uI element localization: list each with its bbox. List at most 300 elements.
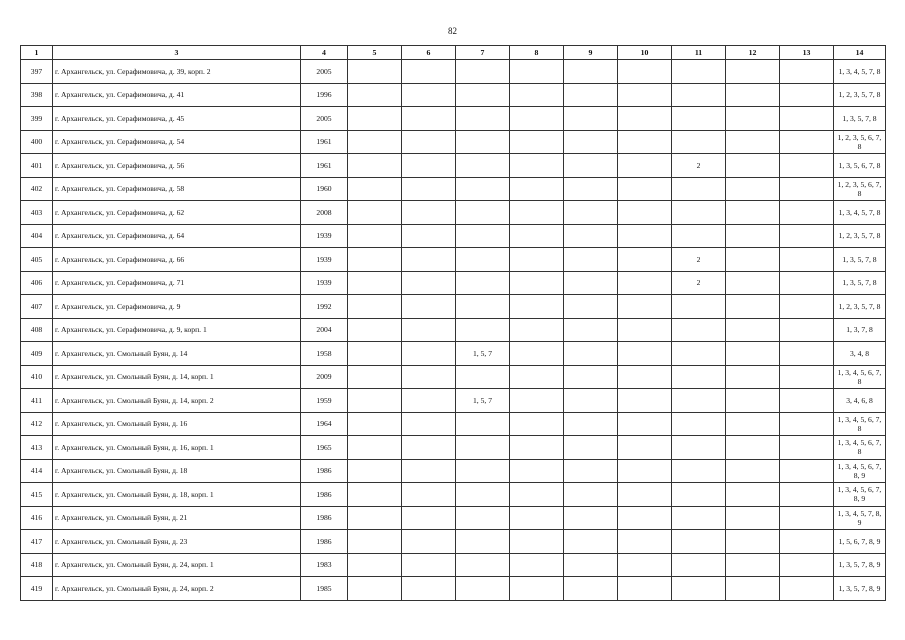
- col12-cell: [726, 553, 780, 577]
- col9-cell: [564, 553, 618, 577]
- row-number-cell: 399: [21, 107, 53, 131]
- address-cell: г. Архангельск, ул. Серафимовича, д. 54: [53, 130, 301, 154]
- table-row: [21, 389, 886, 413]
- col6-cell: [402, 130, 456, 154]
- col11-cell: [672, 318, 726, 342]
- col10-cell: [618, 506, 672, 530]
- col9-cell: [564, 201, 618, 225]
- col13-cell: [780, 271, 834, 295]
- col7-cell: [456, 60, 510, 84]
- col14-cell: 1, 3, 5, 7, 8, 9: [834, 553, 886, 577]
- year-cell: 1961: [301, 130, 348, 154]
- col10-cell: [618, 530, 672, 554]
- col12-cell: [726, 60, 780, 84]
- col14-cell: 1, 5, 6, 7, 8, 9: [834, 530, 886, 554]
- table-row: [21, 60, 886, 84]
- col10-cell: [618, 553, 672, 577]
- col7-cell: [456, 365, 510, 389]
- col5-cell: [348, 506, 402, 530]
- col8-cell: [510, 271, 564, 295]
- table-row: [21, 483, 886, 507]
- col8-cell: [510, 577, 564, 601]
- col12-cell: [726, 271, 780, 295]
- address-cell: г. Архангельск, ул. Смольный Буян, д. 14, корп. 2: [53, 389, 301, 413]
- col5-cell: [348, 577, 402, 601]
- col10-cell: [618, 436, 672, 460]
- col10-cell: [618, 154, 672, 178]
- col13-cell: [780, 506, 834, 530]
- col12-cell: [726, 201, 780, 225]
- row-number-cell: 397: [21, 60, 53, 84]
- table-row: [21, 107, 886, 131]
- col7-cell: 1, 5, 7: [456, 389, 510, 413]
- col14-cell: 1, 3, 5, 7, 8, 9: [834, 577, 886, 601]
- col10-cell: [618, 248, 672, 272]
- col13-cell: [780, 154, 834, 178]
- col7-cell: [456, 201, 510, 225]
- col9-cell: [564, 248, 618, 272]
- col5-cell: [348, 436, 402, 460]
- col7-cell: [456, 412, 510, 436]
- row-number-cell: 412: [21, 412, 53, 436]
- col7-cell: [456, 224, 510, 248]
- col9-cell: [564, 295, 618, 319]
- row-number-cell: 417: [21, 530, 53, 554]
- col14-cell: 1, 3, 4, 5, 6, 7, 8, 9: [834, 459, 886, 483]
- page-number: 82: [448, 26, 457, 36]
- table-row: [21, 224, 886, 248]
- year-cell: 1958: [301, 342, 348, 366]
- address-cell: г. Архангельск, ул. Серафимовича, д. 9, корп. 1: [53, 318, 301, 342]
- year-cell: 2008: [301, 201, 348, 225]
- col7-cell: 1, 5, 7: [456, 342, 510, 366]
- address-cell: г. Архангельск, ул. Серафимовича, д. 56: [53, 154, 301, 178]
- col13-cell: [780, 436, 834, 460]
- col8-cell: [510, 389, 564, 413]
- col11-cell: [672, 459, 726, 483]
- col14-cell: 1, 2, 3, 5, 7, 8: [834, 224, 886, 248]
- col6-cell: [402, 83, 456, 107]
- row-number-cell: 419: [21, 577, 53, 601]
- col12-cell: [726, 154, 780, 178]
- table-row: [21, 83, 886, 107]
- col9-cell: [564, 506, 618, 530]
- col14-cell: 1, 2, 3, 5, 7, 8: [834, 295, 886, 319]
- col5-cell: [348, 483, 402, 507]
- col13-cell: [780, 60, 834, 84]
- col7-cell: [456, 83, 510, 107]
- address-cell: г. Архангельск, ул. Смольный Буян, д. 18: [53, 459, 301, 483]
- col14-cell: 1, 3, 5, 7, 8: [834, 271, 886, 295]
- year-cell: 2005: [301, 60, 348, 84]
- col7-cell: [456, 107, 510, 131]
- col12-cell: [726, 107, 780, 131]
- col6-cell: [402, 577, 456, 601]
- table-row: [21, 412, 886, 436]
- table-row: [21, 248, 886, 272]
- row-number-cell: 413: [21, 436, 53, 460]
- col11-cell: [672, 107, 726, 131]
- col7-cell: [456, 154, 510, 178]
- table-row: [21, 271, 886, 295]
- column-header: 7: [456, 46, 510, 60]
- col12-cell: [726, 318, 780, 342]
- row-number-cell: 414: [21, 459, 53, 483]
- col10-cell: [618, 83, 672, 107]
- col7-cell: [456, 530, 510, 554]
- col10-cell: [618, 201, 672, 225]
- col8-cell: [510, 553, 564, 577]
- col9-cell: [564, 412, 618, 436]
- col9-cell: [564, 436, 618, 460]
- col6-cell: [402, 154, 456, 178]
- table-row: [21, 342, 886, 366]
- year-cell: 1960: [301, 177, 348, 201]
- year-cell: 1986: [301, 506, 348, 530]
- col12-cell: [726, 436, 780, 460]
- table-row: [21, 577, 886, 601]
- col5-cell: [348, 201, 402, 225]
- col5-cell: [348, 177, 402, 201]
- col11-cell: [672, 506, 726, 530]
- col14-cell: 1, 3, 4, 5, 6, 7, 8: [834, 412, 886, 436]
- table-row: [21, 553, 886, 577]
- col10-cell: [618, 224, 672, 248]
- col9-cell: [564, 83, 618, 107]
- col9-cell: [564, 389, 618, 413]
- year-cell: 1961: [301, 154, 348, 178]
- year-cell: 1939: [301, 224, 348, 248]
- address-cell: г. Архангельск, ул. Смольный Буян, д. 14, корп. 1: [53, 365, 301, 389]
- col10-cell: [618, 412, 672, 436]
- col12-cell: [726, 224, 780, 248]
- col7-cell: [456, 506, 510, 530]
- col12-cell: [726, 530, 780, 554]
- col13-cell: [780, 201, 834, 225]
- year-cell: 1964: [301, 412, 348, 436]
- col7-cell: [456, 271, 510, 295]
- column-header: 6: [402, 46, 456, 60]
- col14-cell: 1, 2, 3, 5, 7, 8: [834, 83, 886, 107]
- table-row: [21, 295, 886, 319]
- col11-cell: 2: [672, 248, 726, 272]
- col9-cell: [564, 365, 618, 389]
- col10-cell: [618, 295, 672, 319]
- col8-cell: [510, 318, 564, 342]
- col14-cell: 1, 3, 7, 8: [834, 318, 886, 342]
- col13-cell: [780, 248, 834, 272]
- address-cell: г. Архангельск, ул. Смольный Буян, д. 16, корп. 1: [53, 436, 301, 460]
- col10-cell: [618, 107, 672, 131]
- column-header: 3: [53, 46, 301, 60]
- col11-cell: [672, 295, 726, 319]
- col7-cell: [456, 177, 510, 201]
- year-cell: 1986: [301, 530, 348, 554]
- year-cell: 1939: [301, 271, 348, 295]
- col11-cell: [672, 130, 726, 154]
- col7-cell: [456, 553, 510, 577]
- col8-cell: [510, 248, 564, 272]
- row-number-cell: 418: [21, 553, 53, 577]
- col8-cell: [510, 342, 564, 366]
- col11-cell: [672, 177, 726, 201]
- col7-cell: [456, 318, 510, 342]
- row-number-cell: 404: [21, 224, 53, 248]
- col10-cell: [618, 130, 672, 154]
- col7-cell: [456, 130, 510, 154]
- address-cell: г. Архангельск, ул. Смольный Буян, д. 24, корп. 1: [53, 553, 301, 577]
- col12-cell: [726, 577, 780, 601]
- address-cell: г. Архангельск, ул. Серафимовича, д. 41: [53, 83, 301, 107]
- year-cell: 1986: [301, 459, 348, 483]
- col5-cell: [348, 412, 402, 436]
- col11-cell: [672, 553, 726, 577]
- col14-cell: 1, 3, 4, 5, 6, 7, 8: [834, 365, 886, 389]
- registry-table: [20, 45, 886, 601]
- row-number-cell: 401: [21, 154, 53, 178]
- col14-cell: 1, 3, 4, 5, 6, 7, 8: [834, 436, 886, 460]
- column-header: 5: [348, 46, 402, 60]
- address-cell: г. Архангельск, ул. Серафимовича, д. 66: [53, 248, 301, 272]
- col9-cell: [564, 107, 618, 131]
- column-header: 8: [510, 46, 564, 60]
- row-number-cell: 410: [21, 365, 53, 389]
- col13-cell: [780, 553, 834, 577]
- column-header: 9: [564, 46, 618, 60]
- col6-cell: [402, 436, 456, 460]
- col14-cell: 3, 4, 6, 8: [834, 389, 886, 413]
- col12-cell: [726, 459, 780, 483]
- year-cell: 1959: [301, 389, 348, 413]
- row-number-cell: 400: [21, 130, 53, 154]
- col14-cell: 1, 3, 5, 6, 7, 8: [834, 154, 886, 178]
- col14-cell: 1, 3, 4, 5, 6, 7, 8, 9: [834, 483, 886, 507]
- col12-cell: [726, 295, 780, 319]
- col12-cell: [726, 483, 780, 507]
- year-cell: 1939: [301, 248, 348, 272]
- col11-cell: [672, 224, 726, 248]
- column-header: 12: [726, 46, 780, 60]
- col5-cell: [348, 342, 402, 366]
- column-header: 13: [780, 46, 834, 60]
- col13-cell: [780, 483, 834, 507]
- col8-cell: [510, 365, 564, 389]
- col5-cell: [348, 248, 402, 272]
- col11-cell: [672, 83, 726, 107]
- col10-cell: [618, 483, 672, 507]
- col8-cell: [510, 83, 564, 107]
- row-number-cell: 405: [21, 248, 53, 272]
- col11-cell: [672, 483, 726, 507]
- col12-cell: [726, 412, 780, 436]
- col10-cell: [618, 271, 672, 295]
- year-cell: 1965: [301, 436, 348, 460]
- col9-cell: [564, 271, 618, 295]
- col9-cell: [564, 483, 618, 507]
- col9-cell: [564, 577, 618, 601]
- table-row: [21, 530, 886, 554]
- col7-cell: [456, 436, 510, 460]
- col13-cell: [780, 459, 834, 483]
- col13-cell: [780, 412, 834, 436]
- address-cell: г. Архангельск, ул. Серафимовича, д. 45: [53, 107, 301, 131]
- col9-cell: [564, 177, 618, 201]
- col5-cell: [348, 459, 402, 483]
- col11-cell: 2: [672, 154, 726, 178]
- address-cell: г. Архангельск, ул. Серафимовича, д. 71: [53, 271, 301, 295]
- col6-cell: [402, 506, 456, 530]
- col6-cell: [402, 365, 456, 389]
- col12-cell: [726, 365, 780, 389]
- col11-cell: [672, 412, 726, 436]
- table-row: [21, 436, 886, 460]
- col9-cell: [564, 459, 618, 483]
- col11-cell: [672, 342, 726, 366]
- col13-cell: [780, 295, 834, 319]
- address-cell: г. Архангельск, ул. Смольный Буян, д. 23: [53, 530, 301, 554]
- col11-cell: [672, 530, 726, 554]
- address-cell: г. Архангельск, ул. Смольный Буян, д. 18, корп. 1: [53, 483, 301, 507]
- address-cell: г. Архангельск, ул. Серафимовича, д. 62: [53, 201, 301, 225]
- row-number-cell: 398: [21, 83, 53, 107]
- col10-cell: [618, 342, 672, 366]
- col5-cell: [348, 107, 402, 131]
- address-cell: г. Архангельск, ул. Серафимовича, д. 9: [53, 295, 301, 319]
- col14-cell: 1, 3, 5, 7, 8: [834, 248, 886, 272]
- col8-cell: [510, 107, 564, 131]
- col8-cell: [510, 60, 564, 84]
- table-row: [21, 177, 886, 201]
- table-row: [21, 365, 886, 389]
- col9-cell: [564, 224, 618, 248]
- col5-cell: [348, 154, 402, 178]
- col10-cell: [618, 389, 672, 413]
- year-cell: 1986: [301, 483, 348, 507]
- address-cell: г. Архангельск, ул. Серафимовича, д. 58: [53, 177, 301, 201]
- col8-cell: [510, 130, 564, 154]
- col9-cell: [564, 342, 618, 366]
- col5-cell: [348, 83, 402, 107]
- row-number-cell: 411: [21, 389, 53, 413]
- table-row: [21, 201, 886, 225]
- col8-cell: [510, 483, 564, 507]
- col12-cell: [726, 83, 780, 107]
- col14-cell: 1, 3, 4, 5, 7, 8: [834, 60, 886, 84]
- col5-cell: [348, 389, 402, 413]
- col6-cell: [402, 224, 456, 248]
- col12-cell: [726, 177, 780, 201]
- col10-cell: [618, 459, 672, 483]
- year-cell: 1985: [301, 577, 348, 601]
- col11-cell: [672, 436, 726, 460]
- table-row: [21, 459, 886, 483]
- table-row: [21, 318, 886, 342]
- column-header: 4: [301, 46, 348, 60]
- col7-cell: [456, 459, 510, 483]
- col14-cell: 1, 3, 5, 7, 8: [834, 107, 886, 131]
- year-cell: 2009: [301, 365, 348, 389]
- column-header: 1: [21, 46, 53, 60]
- col9-cell: [564, 318, 618, 342]
- address-cell: г. Архангельск, ул. Серафимовича, д. 64: [53, 224, 301, 248]
- col8-cell: [510, 530, 564, 554]
- col12-cell: [726, 389, 780, 413]
- col14-cell: 3, 4, 8: [834, 342, 886, 366]
- col5-cell: [348, 271, 402, 295]
- year-cell: 2004: [301, 318, 348, 342]
- col6-cell: [402, 483, 456, 507]
- row-number-cell: 415: [21, 483, 53, 507]
- col9-cell: [564, 530, 618, 554]
- col8-cell: [510, 224, 564, 248]
- col5-cell: [348, 365, 402, 389]
- address-cell: г. Архангельск, ул. Смольный Буян, д. 24, корп. 2: [53, 577, 301, 601]
- col6-cell: [402, 107, 456, 131]
- col11-cell: [672, 365, 726, 389]
- row-number-cell: 402: [21, 177, 53, 201]
- col7-cell: [456, 577, 510, 601]
- col9-cell: [564, 154, 618, 178]
- table-row: [21, 154, 886, 178]
- table-row: [21, 130, 886, 154]
- address-cell: г. Архангельск, ул. Смольный Буян, д. 21: [53, 506, 301, 530]
- col8-cell: [510, 154, 564, 178]
- row-number-cell: 408: [21, 318, 53, 342]
- col13-cell: [780, 318, 834, 342]
- year-cell: 1992: [301, 295, 348, 319]
- col6-cell: [402, 177, 456, 201]
- col14-cell: 1, 2, 3, 5, 6, 7, 8: [834, 130, 886, 154]
- col8-cell: [510, 506, 564, 530]
- col6-cell: [402, 342, 456, 366]
- col5-cell: [348, 60, 402, 84]
- col7-cell: [456, 248, 510, 272]
- col7-cell: [456, 483, 510, 507]
- col8-cell: [510, 295, 564, 319]
- year-cell: 1983: [301, 553, 348, 577]
- address-cell: г. Архангельск, ул. Серафимовича, д. 39, корп. 2: [53, 60, 301, 84]
- col13-cell: [780, 577, 834, 601]
- col10-cell: [618, 60, 672, 84]
- col12-cell: [726, 342, 780, 366]
- col5-cell: [348, 224, 402, 248]
- col6-cell: [402, 553, 456, 577]
- col10-cell: [618, 577, 672, 601]
- col13-cell: [780, 342, 834, 366]
- col13-cell: [780, 177, 834, 201]
- col7-cell: [456, 295, 510, 319]
- address-cell: г. Архангельск, ул. Смольный Буян, д. 14: [53, 342, 301, 366]
- col10-cell: [618, 365, 672, 389]
- col6-cell: [402, 271, 456, 295]
- row-number-cell: 416: [21, 506, 53, 530]
- row-number-cell: 403: [21, 201, 53, 225]
- col12-cell: [726, 130, 780, 154]
- col13-cell: [780, 130, 834, 154]
- col10-cell: [618, 318, 672, 342]
- col6-cell: [402, 389, 456, 413]
- address-cell: г. Архангельск, ул. Смольный Буян, д. 16: [53, 412, 301, 436]
- col13-cell: [780, 530, 834, 554]
- col14-cell: 1, 2, 3, 5, 6, 7, 8: [834, 177, 886, 201]
- col13-cell: [780, 224, 834, 248]
- col5-cell: [348, 318, 402, 342]
- col8-cell: [510, 459, 564, 483]
- col6-cell: [402, 412, 456, 436]
- column-header: 11: [672, 46, 726, 60]
- col13-cell: [780, 389, 834, 413]
- col11-cell: 2: [672, 271, 726, 295]
